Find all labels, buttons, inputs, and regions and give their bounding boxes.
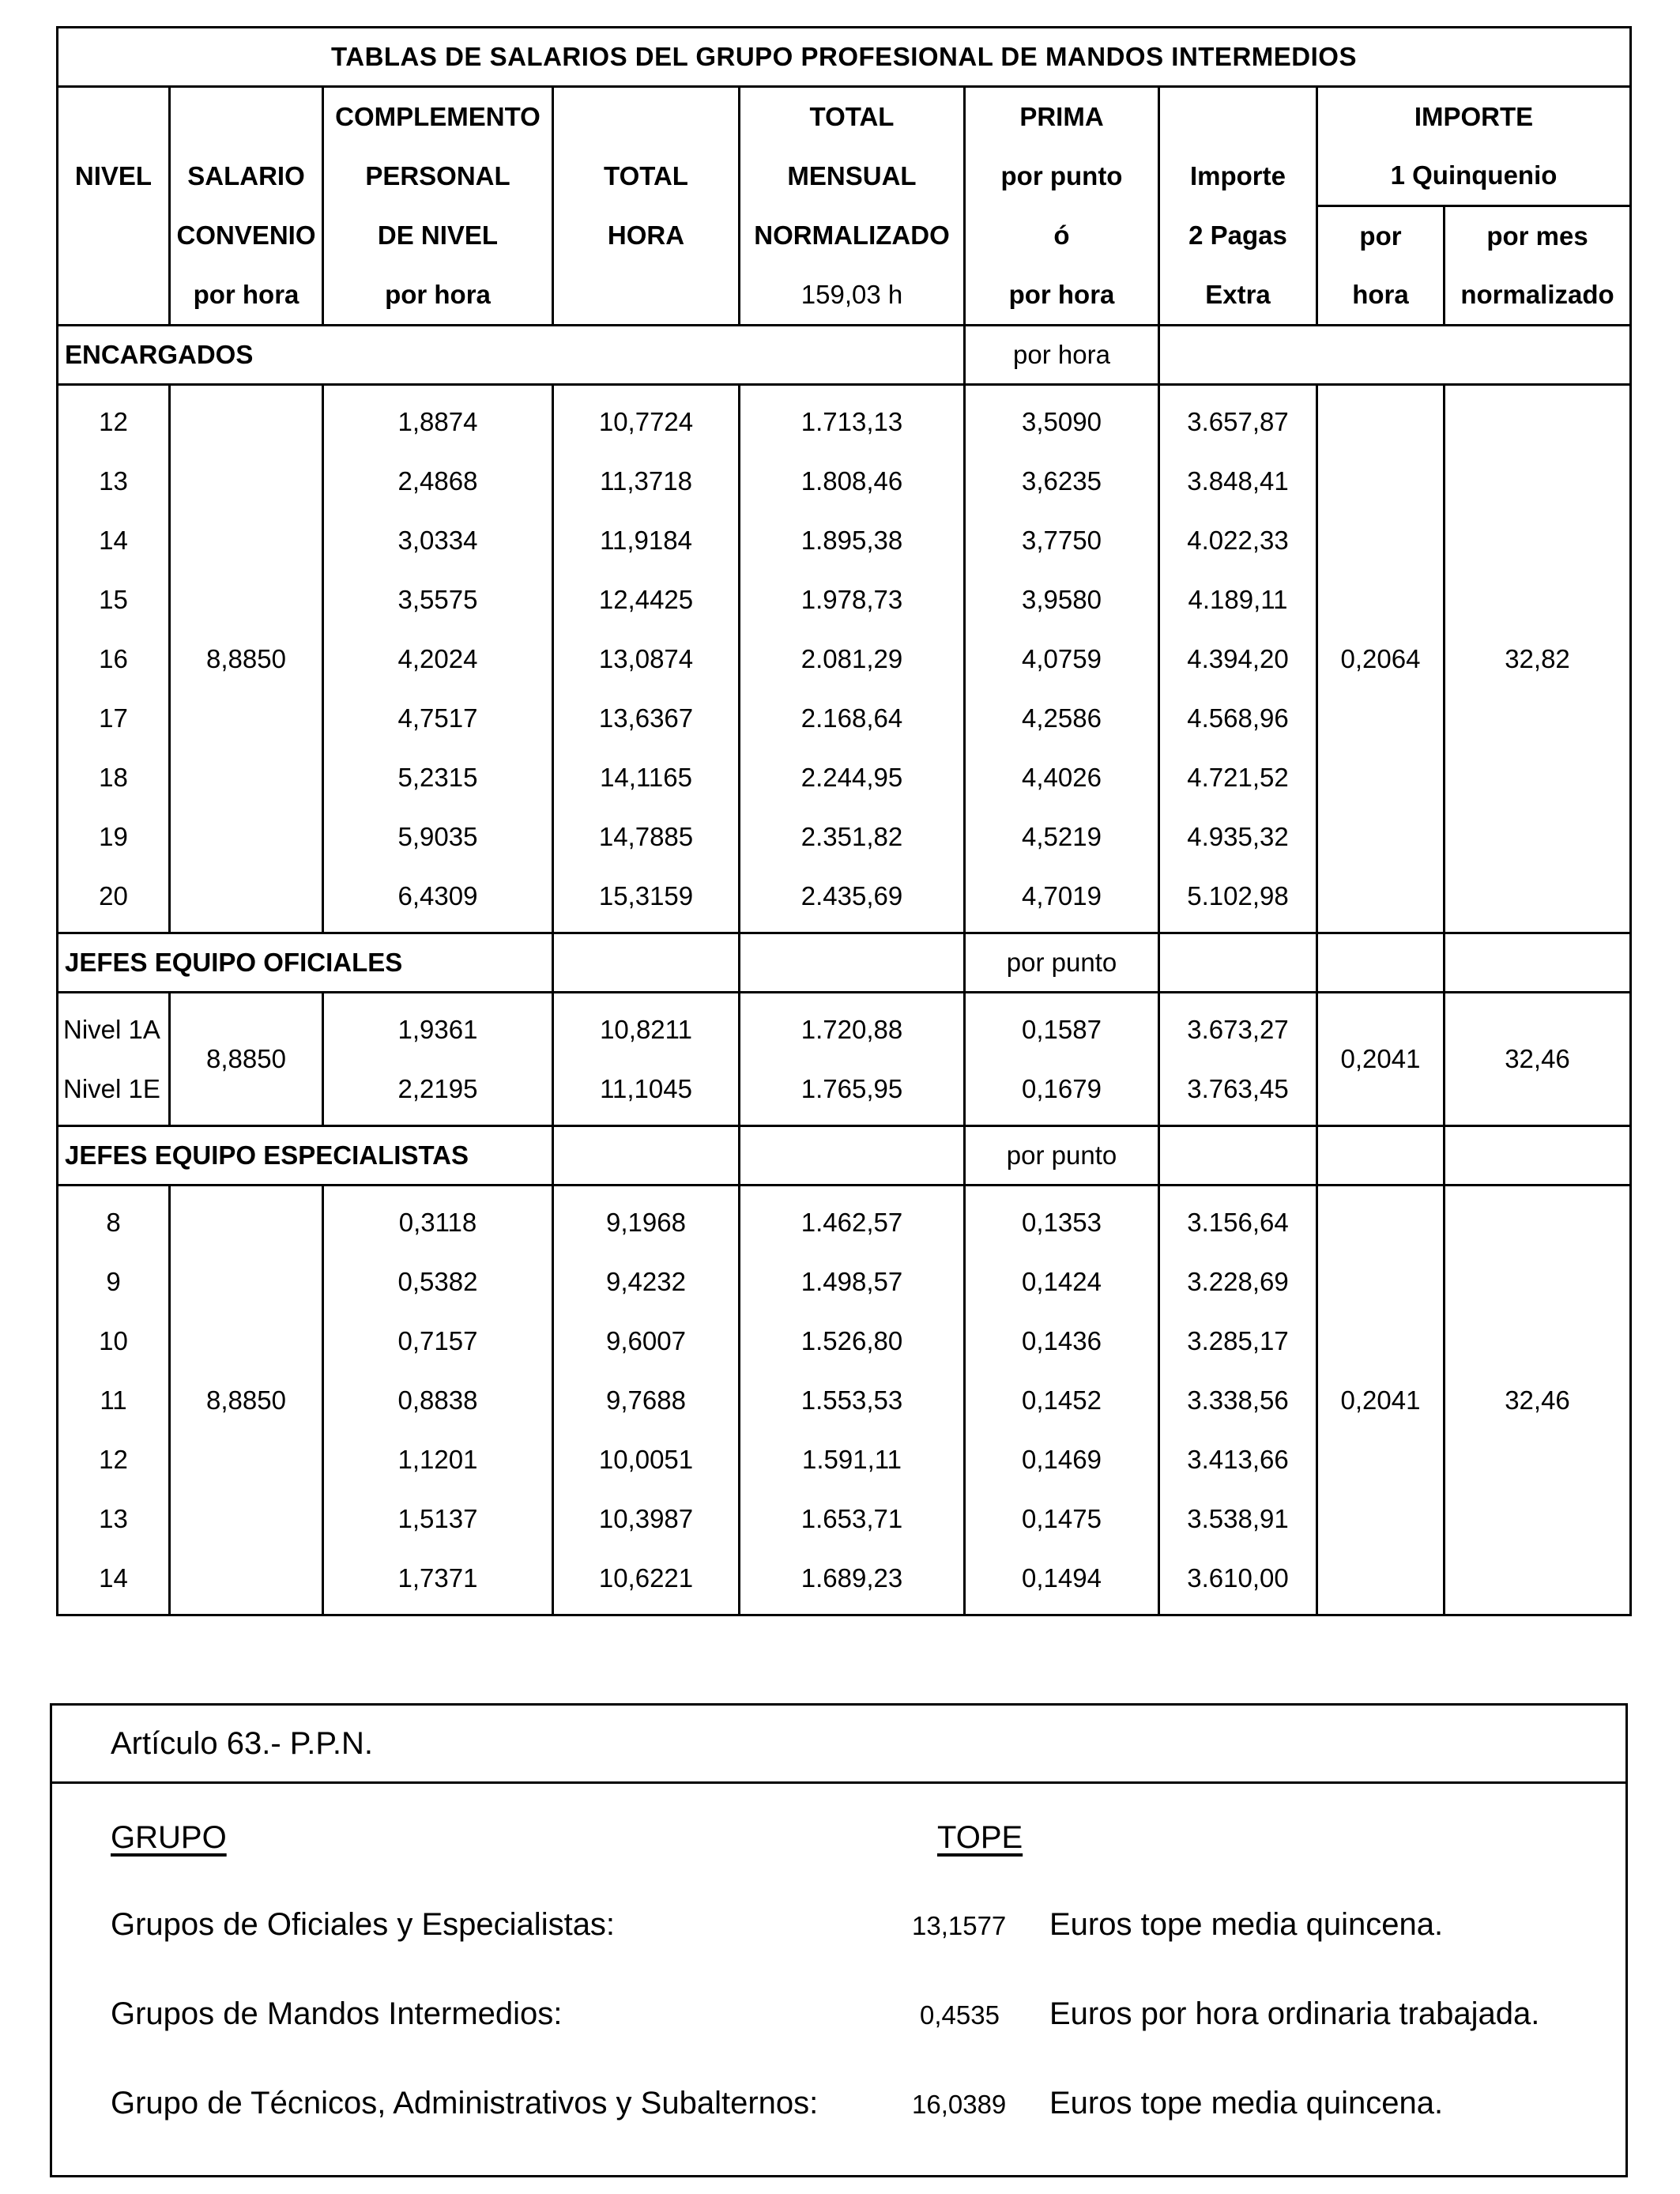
total-hora-cell: 13,6367 bbox=[553, 688, 740, 748]
nivel-cell: 10 bbox=[58, 1311, 170, 1370]
prima-cell: 0,1436 bbox=[965, 1311, 1159, 1370]
prima-cell: 0,1469 bbox=[965, 1430, 1159, 1489]
complemento-cell: 1,7371 bbox=[323, 1548, 553, 1615]
ppn-desc-1: Euros tope media quincena. bbox=[1049, 1907, 1444, 1942]
header-total-mensual-2: MENSUAL bbox=[740, 146, 965, 206]
complemento-cell: 0,7157 bbox=[323, 1311, 553, 1370]
nivel-cell: 9 bbox=[58, 1252, 170, 1311]
header-por-hora-1: por bbox=[1317, 206, 1445, 266]
nivel-cell: 18 bbox=[58, 748, 170, 807]
total-mensual-cell: 1.978,73 bbox=[740, 570, 965, 629]
prima-cell: 4,7019 bbox=[965, 866, 1159, 933]
total-hora-cell: 9,7688 bbox=[553, 1370, 740, 1430]
section-especialistas-unit: por punto bbox=[965, 1126, 1159, 1186]
prima-cell: 0,1353 bbox=[965, 1186, 1159, 1253]
header-complemento-1: COMPLEMENTO bbox=[323, 87, 553, 147]
pagas-cell: 3.285,17 bbox=[1159, 1311, 1317, 1370]
pagas-cell: 4.022,33 bbox=[1159, 511, 1317, 570]
total-hora-cell: 11,3718 bbox=[553, 451, 740, 511]
header-total-hora-2: HORA bbox=[553, 206, 740, 266]
pagas-cell: 4.568,96 bbox=[1159, 688, 1317, 748]
quinquenio-mes-cell: 32,46 bbox=[1445, 1186, 1631, 1615]
ppn-valor-1: 13,1577 bbox=[912, 1911, 1007, 1940]
nivel-cell: 12 bbox=[58, 1430, 170, 1489]
pagas-cell: 3.228,69 bbox=[1159, 1252, 1317, 1311]
section-oficiales-blank-2 bbox=[740, 933, 965, 993]
complemento-cell: 0,8838 bbox=[323, 1370, 553, 1430]
header-total-hora-spacer bbox=[553, 87, 740, 147]
quinquenio-hora-cell: 0,2064 bbox=[1317, 385, 1445, 933]
total-hora-cell: 13,0874 bbox=[553, 629, 740, 688]
total-mensual-cell: 1.895,38 bbox=[740, 511, 965, 570]
header-importe-1: Importe bbox=[1159, 146, 1317, 206]
total-mensual-cell: 2.168,64 bbox=[740, 688, 965, 748]
header-quinquenio-2: 1 Quinquenio bbox=[1317, 146, 1631, 206]
nivel-cell: Nivel 1E bbox=[58, 1059, 170, 1126]
header-quinquenio-1: IMPORTE bbox=[1317, 87, 1631, 147]
pagas-cell: 4.935,32 bbox=[1159, 807, 1317, 866]
nivel-cell: 14 bbox=[58, 1548, 170, 1615]
complemento-cell: 1,9361 bbox=[323, 993, 553, 1060]
pagas-cell: 3.763,45 bbox=[1159, 1059, 1317, 1126]
total-mensual-cell: 1.498,57 bbox=[740, 1252, 965, 1311]
header-nivel-spacer bbox=[58, 87, 170, 147]
header-nivel-spacer-2 bbox=[58, 206, 170, 266]
prima-cell: 4,4026 bbox=[965, 748, 1159, 807]
header-por-hora-2: hora bbox=[1317, 266, 1445, 326]
total-hora-cell: 9,4232 bbox=[553, 1252, 740, 1311]
header-salario-spacer bbox=[170, 87, 323, 147]
header-nivel: NIVEL bbox=[58, 146, 170, 206]
prima-cell: 0,1679 bbox=[965, 1059, 1159, 1126]
pagas-cell: 3.538,91 bbox=[1159, 1489, 1317, 1548]
pagas-cell: 4.189,11 bbox=[1159, 570, 1317, 629]
section-especialistas-blank-2 bbox=[740, 1126, 965, 1186]
header-prima-3: ó bbox=[965, 206, 1159, 266]
total-mensual-cell: 2.081,29 bbox=[740, 629, 965, 688]
nivel-cell: 11 bbox=[58, 1370, 170, 1430]
ppn-grupo-1: Grupos de Oficiales y Especialistas: bbox=[111, 1907, 616, 1942]
section-especialistas: JEFES EQUIPO ESPECIALISTAS bbox=[58, 1126, 553, 1186]
section-encargados-blank bbox=[1159, 326, 1631, 385]
total-mensual-cell: 2.435,69 bbox=[740, 866, 965, 933]
total-mensual-cell: 1.765,95 bbox=[740, 1059, 965, 1126]
header-nivel-spacer-3 bbox=[58, 266, 170, 326]
complemento-cell: 6,4309 bbox=[323, 866, 553, 933]
nivel-cell: 15 bbox=[58, 570, 170, 629]
total-hora-cell: 11,9184 bbox=[553, 511, 740, 570]
section-oficiales-blank-5 bbox=[1445, 933, 1631, 993]
section-encargados-unit: por hora bbox=[965, 326, 1159, 385]
pagas-cell: 3.156,64 bbox=[1159, 1186, 1317, 1253]
prima-cell: 0,1452 bbox=[965, 1370, 1159, 1430]
ppn-col-grupo: GRUPO bbox=[111, 1820, 227, 1855]
complemento-cell: 3,0334 bbox=[323, 511, 553, 570]
header-importe-spacer bbox=[1159, 87, 1317, 147]
complemento-cell: 0,3118 bbox=[323, 1186, 553, 1253]
encargados-rows bbox=[58, 385, 1631, 933]
section-oficiales: JEFES EQUIPO OFICIALES bbox=[58, 933, 553, 993]
total-mensual-cell: 2.244,95 bbox=[740, 748, 965, 807]
total-hora-cell: 12,4425 bbox=[553, 570, 740, 629]
ppn-title: Artículo 63.- P.P.N. bbox=[111, 1726, 374, 1761]
header-prima-1: PRIMA bbox=[965, 87, 1159, 147]
complemento-cell: 0,5382 bbox=[323, 1252, 553, 1311]
section-especialistas-blank-4 bbox=[1317, 1126, 1445, 1186]
pagas-cell: 4.721,52 bbox=[1159, 748, 1317, 807]
total-mensual-cell: 1.713,13 bbox=[740, 385, 965, 452]
prima-cell: 3,5090 bbox=[965, 385, 1159, 452]
header-importe-3: Extra bbox=[1159, 266, 1317, 326]
total-hora-cell: 15,3159 bbox=[553, 866, 740, 933]
header-complemento-2: PERSONAL bbox=[323, 146, 553, 206]
header-total-hora-spacer-2 bbox=[553, 266, 740, 326]
table-title: TABLAS DE SALARIOS DEL GRUPO PROFESIONAL DE MANDOS INTERMEDIOS bbox=[58, 28, 1631, 87]
ppn-valor-2: 0,4535 bbox=[920, 2000, 1000, 2030]
header-salario-2: CONVENIO bbox=[170, 206, 323, 266]
quinquenio-hora-cell: 0,2041 bbox=[1317, 993, 1445, 1126]
total-mensual-cell: 1.808,46 bbox=[740, 451, 965, 511]
total-mensual-cell: 1.526,80 bbox=[740, 1311, 965, 1370]
section-especialistas-blank-1 bbox=[553, 1126, 740, 1186]
total-mensual-cell: 1.553,53 bbox=[740, 1370, 965, 1430]
header-por-mes-1: por mes bbox=[1445, 206, 1631, 266]
total-hora-cell: 10,6221 bbox=[553, 1548, 740, 1615]
nivel-cell: 13 bbox=[58, 451, 170, 511]
salary-table bbox=[56, 26, 1632, 1616]
nivel-cell: 17 bbox=[58, 688, 170, 748]
total-hora-cell: 10,7724 bbox=[553, 385, 740, 452]
pagas-cell: 3.413,66 bbox=[1159, 1430, 1317, 1489]
especialistas-rows bbox=[58, 1186, 1631, 1615]
prima-cell: 0,1424 bbox=[965, 1252, 1159, 1311]
oficiales-rows bbox=[58, 993, 1631, 1126]
section-oficiales-blank-1 bbox=[553, 933, 740, 993]
prima-cell: 0,1494 bbox=[965, 1548, 1159, 1615]
header-salario-1: SALARIO bbox=[170, 146, 323, 206]
total-hora-cell: 14,7885 bbox=[553, 807, 740, 866]
complemento-cell: 5,2315 bbox=[323, 748, 553, 807]
salario-cell: 8,8850 bbox=[170, 1186, 323, 1615]
pagas-cell: 4.394,20 bbox=[1159, 629, 1317, 688]
total-hora-cell: 9,1968 bbox=[553, 1186, 740, 1253]
table-row bbox=[58, 1186, 1631, 1253]
ppn-grupo-3: Grupo de Técnicos, Administrativos y Subalternos: bbox=[111, 2086, 819, 2120]
header-complemento-4: por hora bbox=[323, 266, 553, 326]
complemento-cell: 2,4868 bbox=[323, 451, 553, 511]
section-oficiales-blank-4 bbox=[1317, 933, 1445, 993]
total-hora-cell: 10,0051 bbox=[553, 1430, 740, 1489]
total-mensual-cell: 1.462,57 bbox=[740, 1186, 965, 1253]
section-encargados: ENCARGADOS bbox=[58, 326, 965, 385]
header-total-mensual-3: NORMALIZADO bbox=[740, 206, 965, 266]
section-especialistas-blank-5 bbox=[1445, 1126, 1631, 1186]
header-salario-3: por hora bbox=[170, 266, 323, 326]
prima-cell: 3,9580 bbox=[965, 570, 1159, 629]
prima-cell: 3,6235 bbox=[965, 451, 1159, 511]
total-hora-cell: 14,1165 bbox=[553, 748, 740, 807]
salario-cell: 8,8850 bbox=[170, 993, 323, 1126]
complemento-cell: 1,1201 bbox=[323, 1430, 553, 1489]
complemento-cell: 5,9035 bbox=[323, 807, 553, 866]
total-mensual-cell: 1.689,23 bbox=[740, 1548, 965, 1615]
header-importe-2: 2 Pagas bbox=[1159, 206, 1317, 266]
total-mensual-cell: 2.351,82 bbox=[740, 807, 965, 866]
salario-cell: 8,8850 bbox=[170, 385, 323, 933]
prima-cell: 3,7750 bbox=[965, 511, 1159, 570]
header-prima-2: por punto bbox=[965, 146, 1159, 206]
quinquenio-mes-cell: 32,82 bbox=[1445, 385, 1631, 933]
pagas-cell: 3.657,87 bbox=[1159, 385, 1317, 452]
ppn-desc-3: Euros tope media quincena. bbox=[1049, 2086, 1444, 2120]
header-total-mensual-4: 159,03 h bbox=[740, 266, 965, 326]
nivel-cell: 13 bbox=[58, 1489, 170, 1548]
pagas-cell: 5.102,98 bbox=[1159, 866, 1317, 933]
complemento-cell: 1,8874 bbox=[323, 385, 553, 452]
total-hora-cell: 11,1045 bbox=[553, 1059, 740, 1126]
nivel-cell: 20 bbox=[58, 866, 170, 933]
complemento-cell: 1,5137 bbox=[323, 1489, 553, 1548]
complemento-cell: 4,7517 bbox=[323, 688, 553, 748]
ppn-box bbox=[50, 1703, 1628, 2177]
total-hora-cell: 10,3987 bbox=[553, 1489, 740, 1548]
total-mensual-cell: 1.720,88 bbox=[740, 993, 965, 1060]
prima-cell: 4,0759 bbox=[965, 629, 1159, 688]
complemento-cell: 4,2024 bbox=[323, 629, 553, 688]
pagas-cell: 3.848,41 bbox=[1159, 451, 1317, 511]
header-total-mensual-1: TOTAL bbox=[740, 87, 965, 147]
quinquenio-mes-cell: 32,46 bbox=[1445, 993, 1631, 1126]
prima-cell: 0,1587 bbox=[965, 993, 1159, 1060]
nivel-cell: Nivel 1A bbox=[58, 993, 170, 1060]
ppn-valor-3: 16,0389 bbox=[912, 2090, 1007, 2119]
prima-cell: 4,2586 bbox=[965, 688, 1159, 748]
nivel-cell: 14 bbox=[58, 511, 170, 570]
nivel-cell: 8 bbox=[58, 1186, 170, 1253]
header-prima-4: por hora bbox=[965, 266, 1159, 326]
total-mensual-cell: 1.591,11 bbox=[740, 1430, 965, 1489]
pagas-cell: 3.338,56 bbox=[1159, 1370, 1317, 1430]
pagas-cell: 3.610,00 bbox=[1159, 1548, 1317, 1615]
section-oficiales-blank-3 bbox=[1159, 933, 1317, 993]
prima-cell: 4,5219 bbox=[965, 807, 1159, 866]
quinquenio-hora-cell: 0,2041 bbox=[1317, 1186, 1445, 1615]
section-especialistas-blank-3 bbox=[1159, 1126, 1317, 1186]
header-por-mes-2: normalizado bbox=[1445, 266, 1631, 326]
ppn-col-tope: TOPE bbox=[937, 1820, 1023, 1855]
complemento-cell: 2,2195 bbox=[323, 1059, 553, 1126]
ppn-grupo-2: Grupos de Mandos Intermedios: bbox=[111, 1996, 563, 2031]
section-oficiales-unit: por punto bbox=[965, 933, 1159, 993]
complemento-cell: 3,5575 bbox=[323, 570, 553, 629]
ppn-desc-2: Euros por hora ordinaria trabajada. bbox=[1049, 1996, 1540, 2031]
prima-cell: 0,1475 bbox=[965, 1489, 1159, 1548]
ppn-header bbox=[52, 1706, 1625, 1784]
nivel-cell: 16 bbox=[58, 629, 170, 688]
total-mensual-cell: 1.653,71 bbox=[740, 1489, 965, 1548]
total-hora-cell: 10,8211 bbox=[553, 993, 740, 1060]
pagas-cell: 3.673,27 bbox=[1159, 993, 1317, 1060]
nivel-cell: 12 bbox=[58, 385, 170, 452]
total-hora-cell: 9,6007 bbox=[553, 1311, 740, 1370]
header-complemento-3: DE NIVEL bbox=[323, 206, 553, 266]
header-total-hora-1: TOTAL bbox=[553, 146, 740, 206]
table-row bbox=[58, 385, 1631, 452]
nivel-cell: 19 bbox=[58, 807, 170, 866]
table-row bbox=[58, 993, 1631, 1060]
